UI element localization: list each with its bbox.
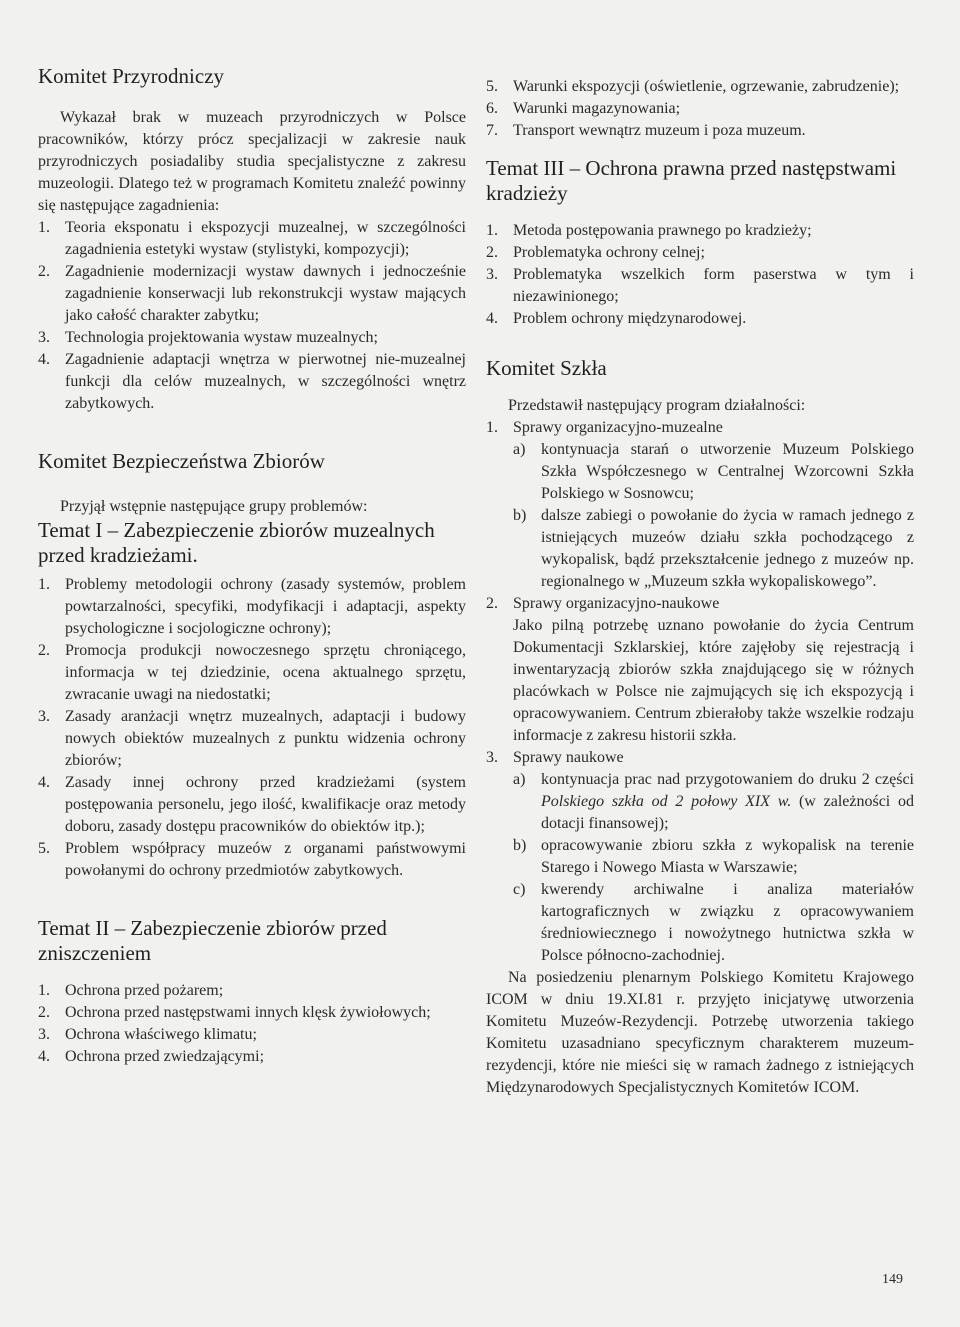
list-item [38, 1002, 466, 1024]
page-number: 149 [882, 1272, 903, 1287]
list-item [486, 417, 914, 439]
item-number: 6. [486, 100, 498, 117]
sub-item-text: dalsze zabiegi o powołanie do życia w ramach jednego z istniejących muzeów działu szkła pochodzącego z wykopalisk, bądź przekształcenie jednego z muzeów np. regionalnego w „Muzeum szkła wykopaliskowego”. [541, 507, 914, 590]
heading-temat-3: Temat III – Ochrona prawna przed następstwami kradzieży [486, 156, 897, 205]
heading-temat-1: Temat I – Zabezpieczenie zbiorów muzealnych przed kradzieżami. [38, 518, 435, 567]
list-item [486, 308, 914, 330]
item-number: 1. [38, 982, 50, 999]
item-number: 2. [486, 595, 498, 612]
item-number: 3. [486, 266, 498, 283]
list-item [486, 264, 914, 308]
item-text: Ochrona przed pożarem; [65, 982, 224, 999]
item-text: Problem współpracy muzeów z organami państwowymi powołanymi do ochrony przedmiotów zabytkowych. [65, 840, 466, 879]
item-text: Zasady innej ochrony przed kradzieżami (system postępowania personelu, jego ilość, kwalifikacje oraz metody doboru, zasady dostępu pracowników do obiektów itp.); [65, 774, 466, 835]
sub-item [486, 439, 914, 505]
item-number: 3. [486, 749, 498, 766]
list-item [38, 574, 466, 640]
item-number: 2. [486, 244, 498, 261]
paragraph-bezpieczenstwa: Przyjął wstępnie następujące grupy problemów: [60, 498, 368, 515]
item-number: 5. [486, 78, 498, 95]
item-text: Ochrona przed następstwami innych klęsk żywiołowych; [65, 1004, 431, 1021]
list-item [486, 747, 914, 769]
item-text: Transport wewnątrz muzeum i poza muzeum. [513, 122, 806, 139]
item-text: Sprawy naukowe [513, 749, 624, 766]
list-item [38, 706, 466, 772]
item-text: Warunki magazynowania; [513, 100, 681, 117]
sub-item-text-part: kontynuacja prac nad przygotowaniem do druku 2 części [541, 771, 914, 788]
list-item [38, 838, 466, 882]
list-item [38, 640, 466, 706]
paragraph-icom: Na posiedzeniu plenarnym Polskiego Komitetu Krajowego ICOM w dniu 19.XI.81 r. przyjęto inicjatywę utworzenia Komitetu Muzeów-Rezydencji. Potrzebę utworzenia takiego Komitetu uzasadniano specyficznym charakterem muzeum-rezydencji, które nie mieści się w ramach żadnego z istniejących Międzynarodowych Specjalistycznych Komitetów ICOM. [486, 969, 914, 1096]
sub-item-letter: b) [513, 507, 527, 524]
item-number: 4. [38, 351, 50, 368]
item-text: Ochrona przed zwiedzającymi; [65, 1048, 265, 1065]
item-number: 7. [486, 122, 498, 139]
item-text: Zagadnienie modernizacji wystaw dawnych i jednocześnie zagadnienie konserwacji lub rekonstrukcji wystaw mających jako całość charakter zabytku; [65, 263, 466, 324]
list-item [38, 349, 466, 415]
sub-item-text-part: (w zależności od dotacji finansowej); [541, 793, 914, 832]
sub-item-text: kontynuacja starań o utworzenie Muzeum Polskiego Szkła Współczesnego w Centralnej Wzorcowni Szkła Polskiego w Sosnowcu; [541, 441, 914, 502]
list-item [38, 327, 466, 349]
list-item [486, 120, 914, 142]
heading-temat-2: Temat II – Zabezpieczenie zbiorów przed zniszczeniem [38, 916, 387, 965]
item-text: Ochrona właściwego klimatu; [65, 1026, 257, 1043]
item-text: Sprawy organizacyjno-muzealne [513, 419, 723, 436]
list-temat-2 [38, 980, 466, 1068]
book-title: Polskiego szkła od 2 połowy XIX w. [541, 793, 792, 810]
item-number: 4. [486, 310, 498, 327]
item-number: 4. [38, 774, 50, 791]
item-number: 5. [38, 840, 50, 857]
item-number: 1. [38, 576, 50, 593]
item-text: Zagadnienie adaptacji wnętrza w pierwotnej nie-muzealnej funkcji dla celów muzealnych, w szczególności wnętrz zabytkowych. [65, 351, 466, 412]
item-number: 4. [38, 1048, 50, 1065]
list-item [486, 76, 914, 98]
list-item [486, 98, 914, 120]
list-item [38, 261, 466, 327]
paragraph-przyrodniczy: Wykazał brak w muzeach przyrodniczych w Polsce pracowników, którzy prócz specjalizacji w zakresie nauk przyrodniczych posiadaliby studia specjalistyczne z zakresu muzeologii. Dlatego też w programach Komitetu znaleźć powinny się następujące zagadnienia: [38, 109, 466, 214]
right-column [486, 76, 914, 1099]
list-item [486, 220, 914, 242]
list-temat-3 [486, 220, 914, 330]
list-item [486, 242, 914, 264]
item-number: 2. [38, 642, 50, 659]
heading-komitet-przyrodniczy: Komitet Przyrodniczy [38, 64, 225, 88]
heading-komitet-bezpieczenstwa: Komitet Bezpieczeństwa Zbiorów [38, 449, 325, 473]
list-item [38, 1024, 466, 1046]
sub-item [486, 769, 914, 835]
item-text: Problematyka ochrony celnej; [513, 244, 705, 261]
list-item [38, 772, 466, 838]
item-number: 1. [38, 219, 50, 236]
list-przyrodniczy [38, 217, 466, 415]
sub-item-text [541, 769, 914, 835]
item-number: 3. [38, 708, 50, 725]
item-text: Problematyka wszelkich form paserstwa w tym i niezawinionego; [513, 266, 914, 305]
list-temat-2-continued [486, 76, 914, 142]
group-body-text: Jako pilną potrzebę uznano powołanie do życia Centrum Dokumentacji Szklarskiej, które zajęłoby się rejestracją i inwentaryzacją zbiorów szkła znajdującego się w różnych placówkach w Polsce nie zajmujących się ich ekspozycją i opracowywaniem. Centrum zbierałoby także wszelkie rodzaju informacje z zakresu historii szkła. [513, 617, 914, 744]
item-number: 3. [38, 329, 50, 346]
list-item [38, 217, 466, 261]
sub-item-text: opracowywanie zbioru szkła z wykopalisk na terenie Starego i Nowego Miasta w Warszawie; [541, 837, 914, 876]
item-text: Sprawy organizacyjno-naukowe [513, 595, 720, 612]
sub-item-letter: c) [513, 881, 526, 898]
item-number: 2. [38, 1004, 50, 1021]
item-number: 3. [38, 1026, 50, 1043]
group-sprawy-organizacyjno-muzealne [486, 417, 914, 593]
item-text: Technologia projektowania wystaw muzealnych; [65, 329, 378, 346]
item-text: Promocja produkcji nowoczesnego sprzętu chroniącego, informacja w tej dziedzinie, ocena aktualnego sprzętu, zwracanie uwagi na niedostatki; [65, 642, 466, 703]
sub-item-letter: b) [513, 837, 527, 854]
item-text: Teoria eksponatu i ekspozycji muzealnej, w szczególności zagadnienia estetyki wystaw (stylistyki, kompozycji); [65, 219, 466, 258]
sub-item [486, 879, 914, 967]
list-item [38, 980, 466, 1002]
item-text: Warunki ekspozycji (oświetlenie, ogrzewanie, zabrudzenie); [513, 78, 900, 95]
list-item [38, 1046, 466, 1068]
list-temat-1 [38, 574, 466, 882]
left-column [38, 64, 466, 1068]
item-number: 1. [486, 222, 498, 239]
item-number: 2. [38, 263, 50, 280]
paragraph-szkla: Przedstawił następujący program działalności: [508, 397, 806, 414]
item-text: Problem ochrony międzynarodowej. [513, 310, 747, 327]
list-item [486, 593, 914, 615]
group-sprawy-naukowe [486, 747, 914, 967]
sub-item-text: kwerendy archiwalne i analiza materiałów kartograficznych w związku z opracowywaniem średniowiecznego i nowożytnego hutnictwa szkła w Polsce północno-zachodniej. [541, 881, 914, 964]
item-text: Problemy metodologii ochrony (zasady systemów, problem powtarzalności, specyfiki, modyfikacji i adaptacji, aspekty psychologiczne i socjologiczne ochrony); [65, 576, 466, 637]
sub-item-letter: a) [513, 441, 526, 458]
group-sprawy-organizacyjno-naukowe [486, 593, 914, 747]
heading-komitet-szkla: Komitet Szkła [486, 356, 607, 380]
item-number: 1. [486, 419, 498, 436]
sub-item-letter: a) [513, 771, 526, 788]
sub-item [486, 505, 914, 593]
item-text: Zasady aranżacji wnętrz muzealnych, adaptacji i budowy nowych obiektów muzealnych z punktu widzenia ochrony zbiorów; [65, 708, 466, 769]
item-text: Metoda postępowania prawnego po kradzieży; [513, 222, 812, 239]
sub-item [486, 835, 914, 879]
